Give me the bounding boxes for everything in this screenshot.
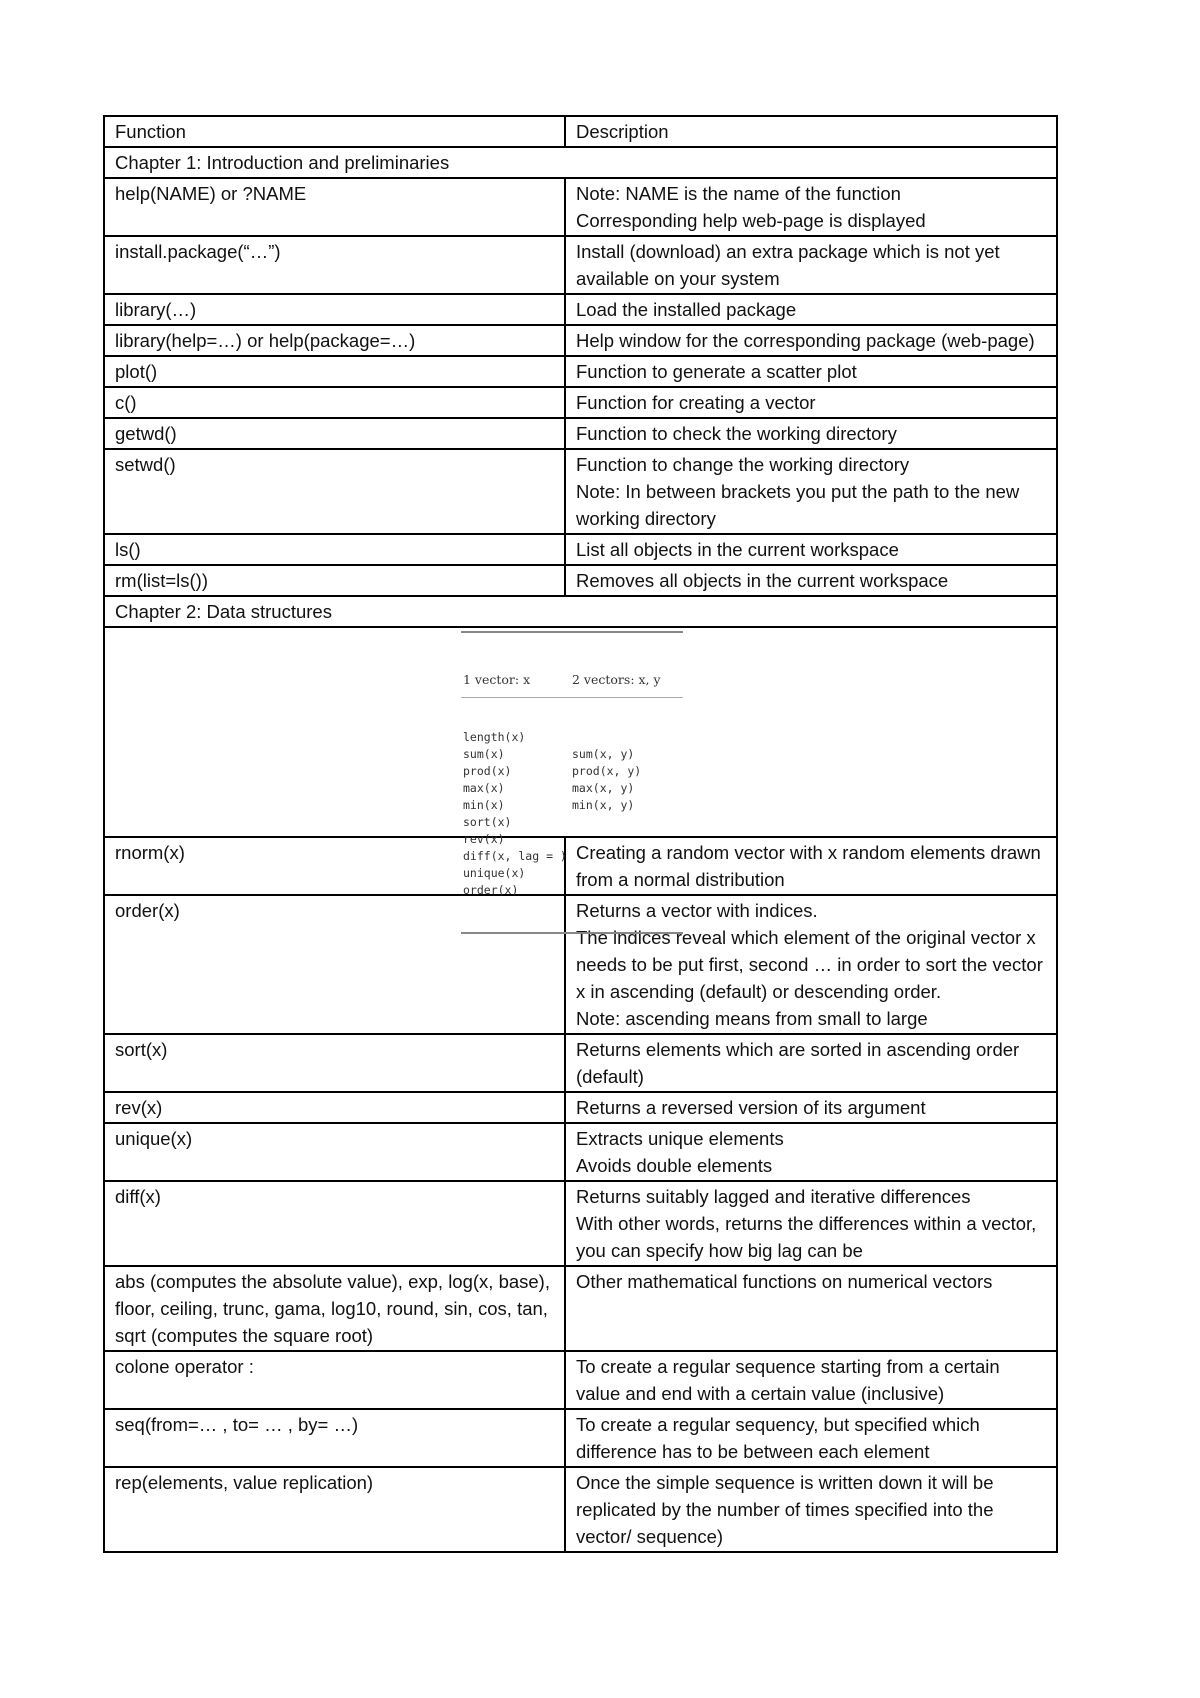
function-cell: seq(from=… , to= … , by= …) [104,1409,565,1467]
description-cell: To create a regular sequence starting from a certain value and end with a certain value (inclusive) [565,1351,1057,1409]
table-row [104,418,1057,449]
header-function: Function [104,116,565,147]
function-cell: ls() [104,534,565,565]
header-row [104,116,1057,147]
function-table [103,115,1058,1553]
figure-col1 [463,729,572,899]
figure-code-line: max(x, y) [572,781,635,795]
table-row [104,178,1057,236]
table-row [104,325,1057,356]
description-cell: Extracts unique elements Avoids double elements [565,1123,1057,1181]
function-cell: getwd() [104,418,565,449]
function-cell: order(x) [104,895,565,1034]
function-cell: c() [104,387,565,418]
table-row [104,1123,1057,1181]
table-row [104,387,1057,418]
chapter-row [104,147,1057,178]
description-cell: Note: NAME is the name of the function Corresponding help web-page is displayed [565,178,1057,236]
figure-code-line: unique(x) [463,866,526,880]
table-row [104,565,1057,596]
description-cell: Creating a random vector with x random elements drawn from a normal distribution [565,837,1057,895]
function-cell: diff(x) [104,1181,565,1266]
description-cell: Function to generate a scatter plot [565,356,1057,387]
figure-header [461,660,683,698]
function-cell: sort(x) [104,1034,565,1092]
vector-functions-figure [461,631,683,934]
description-cell: Install (download) an extra package which is not yet available on your system [565,236,1057,294]
function-cell: rep(elements, value replication) [104,1467,565,1552]
description-cell: Other mathematical functions on numerical vectors [565,1266,1057,1351]
header-description: Description [565,116,1057,147]
figure-col1-title: 1 vector: x [463,672,531,687]
figure-col2 [572,729,681,899]
function-cell: abs (computes the absolute value), exp, log(x, base), floor, ceiling, trunc, gama, log10, round, sin, cos, tan, sqrt (computes the square root) [104,1266,565,1351]
description-cell: Returns elements which are sorted in ascending order (default) [565,1034,1057,1092]
description-cell: Load the installed package [565,294,1057,325]
figure-col2-title: 2 vectors: x, y [572,672,661,687]
table-row [104,1034,1057,1092]
function-cell: rnorm(x) [104,837,565,895]
function-cell: plot() [104,356,565,387]
description-cell: Function for creating a vector [565,387,1057,418]
table-row [104,1266,1057,1351]
table-row [104,1351,1057,1409]
chapter-2-heading: Chapter 2: Data structures [104,596,1057,627]
chapter-1-heading: Chapter 1: Introduction and preliminaries [104,147,1057,178]
description-cell: Returns a vector with indices. The indices reveal which element of the original vector x needs to be put first, second … in order to sort the vector x in ascending (default) or descending order. Note: ascending means from small to large [565,895,1057,1034]
figure-code-line: prod(x) [463,764,512,778]
function-cell: library(…) [104,294,565,325]
table-row [104,1467,1057,1552]
description-cell: Once the simple sequence is written down it will be replicated by the number of times specified into the vector/ sequence) [565,1467,1057,1552]
table-row [104,294,1057,325]
table-row [104,449,1057,534]
table-row [104,236,1057,294]
description-cell: Function to check the working directory [565,418,1057,449]
function-cell: colone operator : [104,1351,565,1409]
figure-code-line [572,729,681,746]
function-cell: setwd() [104,449,565,534]
figure-row [104,627,1057,837]
function-cell: library(help=…) or help(package=…) [104,325,565,356]
description-cell: List all objects in the current workspace [565,534,1057,565]
figure-code-line: min(x) [463,798,505,812]
figure-code-line: length(x) [463,730,526,744]
figure-code-line: sum(x) [463,747,505,761]
figure-code-line: rev(x) [463,832,505,846]
description-cell: Help window for the corresponding package (web-page) [565,325,1057,356]
function-cell: unique(x) [104,1123,565,1181]
figure-code-line: diff(x, lag = ) [463,849,567,863]
description-cell: Function to change the working directory Note: In between brackets you put the path to the new working directory [565,449,1057,534]
table-row [104,1092,1057,1123]
description-cell: Returns a reversed version of its argument [565,1092,1057,1123]
figure-code-line: order(x) [463,883,519,897]
chapter-row [104,596,1057,627]
table-row [104,1181,1057,1266]
function-cell: install.package(“…”) [104,236,565,294]
description-cell: To create a regular sequency, but specified which difference has to be between each element [565,1409,1057,1467]
figure-code-line: max(x) [463,781,505,795]
description-cell: Returns suitably lagged and iterative differences With other words, returns the differences within a vector, you can specify how big lag can be [565,1181,1057,1266]
description-cell: Removes all objects in the current workspace [565,565,1057,596]
function-cell: rev(x) [104,1092,565,1123]
figure-code-line: min(x, y) [572,798,635,812]
function-cell: help(NAME) or ?NAME [104,178,565,236]
function-cell: rm(list=ls()) [104,565,565,596]
figure-code-line: sort(x) [463,815,512,829]
table-row [104,1409,1057,1467]
figure-code-line: sum(x, y) [572,747,635,761]
figure-code-line: prod(x, y) [572,764,642,778]
table-row [104,356,1057,387]
table-row [104,534,1057,565]
